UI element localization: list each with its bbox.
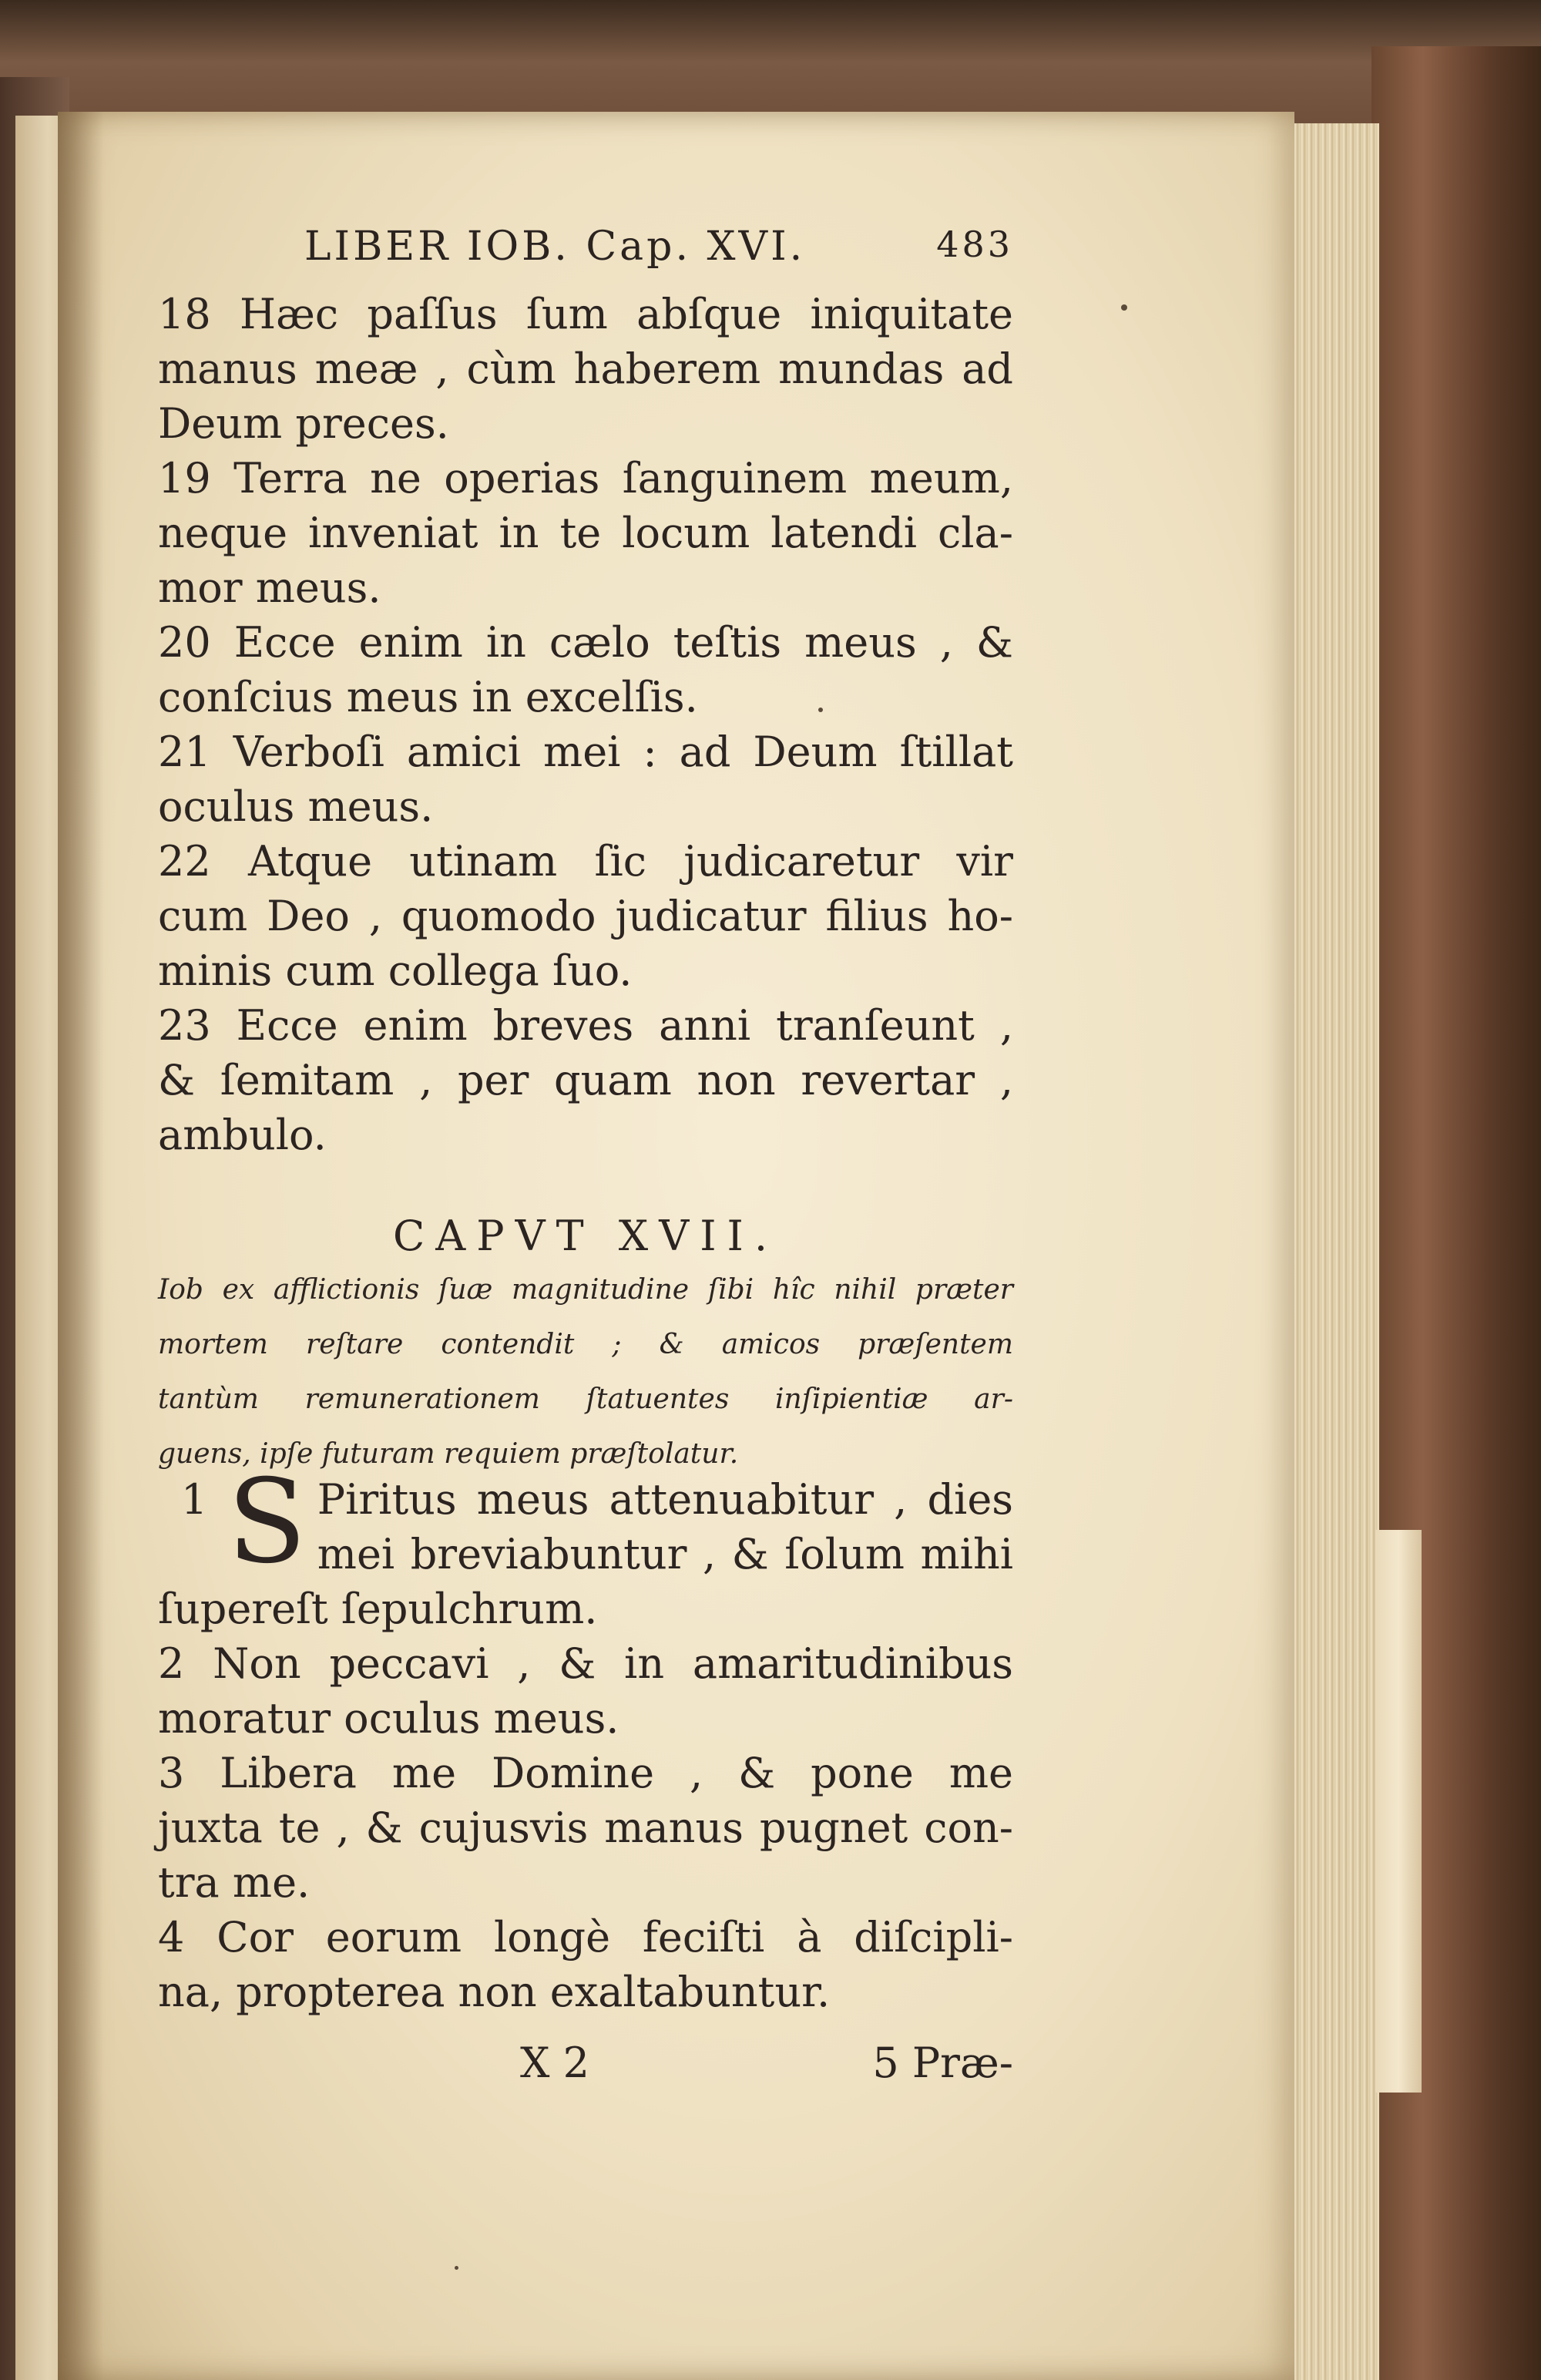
verse-20 [158,615,1013,724]
verse-line: 19 Terra ne operias ſanguinem meum, [158,454,1013,503]
verse-line: mor meus. [158,563,381,612]
verse-line: cum Deo , quomodo judicatur filius ho- [158,892,1013,940]
chapter-heading: CAPVT XVII. [392,1212,779,1260]
verse-23 [158,998,1013,1162]
summary-line: tantùm remunerationem ſtatuentes inſipientiæ ar- [158,1383,1013,1415]
verse-18 [158,287,1013,451]
paper-speck [455,2266,458,2270]
verse-line: 20 Ecce enim in cælo teſtis meus , & [158,618,1013,667]
verse-line: neque inveniat in te locum latendi cla- [158,509,1013,557]
verse-line: minis cum collega ſuo. [158,946,633,995]
summary-line: mortem reſtare contendit ; & amicos præſentem [158,1329,1013,1360]
verse-line: & ſemitam , per quam non revertar , [158,1056,1013,1104]
paper-bookmark [1375,1530,1422,2093]
page-number: 483 [936,224,1013,265]
verse-2 [158,1636,1013,1746]
verse-4 [158,1910,1013,2019]
verse-line: ſupereſt ſepulchrum. [158,1585,598,1633]
paper-speck [1121,304,1127,311]
summary-line: Iob ex afflictionis ſuæ magnitudine ſibi hîc nihil præter [158,1274,1013,1306]
verse-line: 2 Non peccavi , & in amaritudinibus [158,1639,1013,1688]
verse-line: 4 Cor eorum longè feciſti à diſcipli- [158,1913,1013,1961]
verse-line: Piritus meus attenuabitur , dies [317,1475,1013,1524]
page-gutter-shadow [58,112,104,2380]
verses-top [158,287,1013,1162]
verse-line: 21 Verboſi amici mei : ad Deum ſtillat [158,728,1013,776]
verse-line: na, propterea non exaltabuntur. [158,1968,831,2016]
verse-22 [158,834,1013,998]
verse-19 [158,451,1013,615]
verse-line: ambulo. [158,1111,327,1159]
verse-line: juxta te , & cujusvis manus pugnet con- [158,1803,1013,1852]
verse-line: 23 Ecce enim breves anni tranſeunt , [158,1001,1013,1050]
verse-21 [158,724,1013,834]
verse-line: oculus meus. [158,782,434,831]
summary-line: guens, ipſe futuram requiem præſtolatur. [158,1438,739,1470]
verse-line: 22 Atque utinam ſic judicaretur vir [158,837,1013,886]
verse-line: 18 Hæc paſſus ſum abſque iniquitate [158,290,1013,338]
verse-line: mei breviabuntur , & ſolum mihi [317,1530,1013,1578]
running-title: LIBER IOB. Cap. XVI. [304,224,806,270]
drop-capital: S [227,1472,307,1589]
verse-3 [158,1746,1013,1910]
verse-line: tra me. [158,1858,311,1907]
verse-number: 1 [181,1475,208,1524]
verse-line: 3 Libera me Domine , & pone me [158,1749,1013,1797]
catchword: 5 Præ- [872,2039,1013,2087]
chapter-summary [158,1272,1013,1491]
page-footer [158,2039,1013,2100]
verse-line: manus meæ , cùm haberem mundas ad [158,345,1013,393]
verse-line: conſcius meus in excelſis. [158,673,698,721]
verses-bottom [158,1472,1013,2019]
paper-speck [818,708,823,712]
signature-mark: X 2 [520,2039,589,2087]
verse-line: moratur oculus meus. [158,1694,619,1743]
verse-1 [158,1472,1013,1636]
verse-line: Deum preces. [158,399,449,448]
running-header [304,224,1013,277]
